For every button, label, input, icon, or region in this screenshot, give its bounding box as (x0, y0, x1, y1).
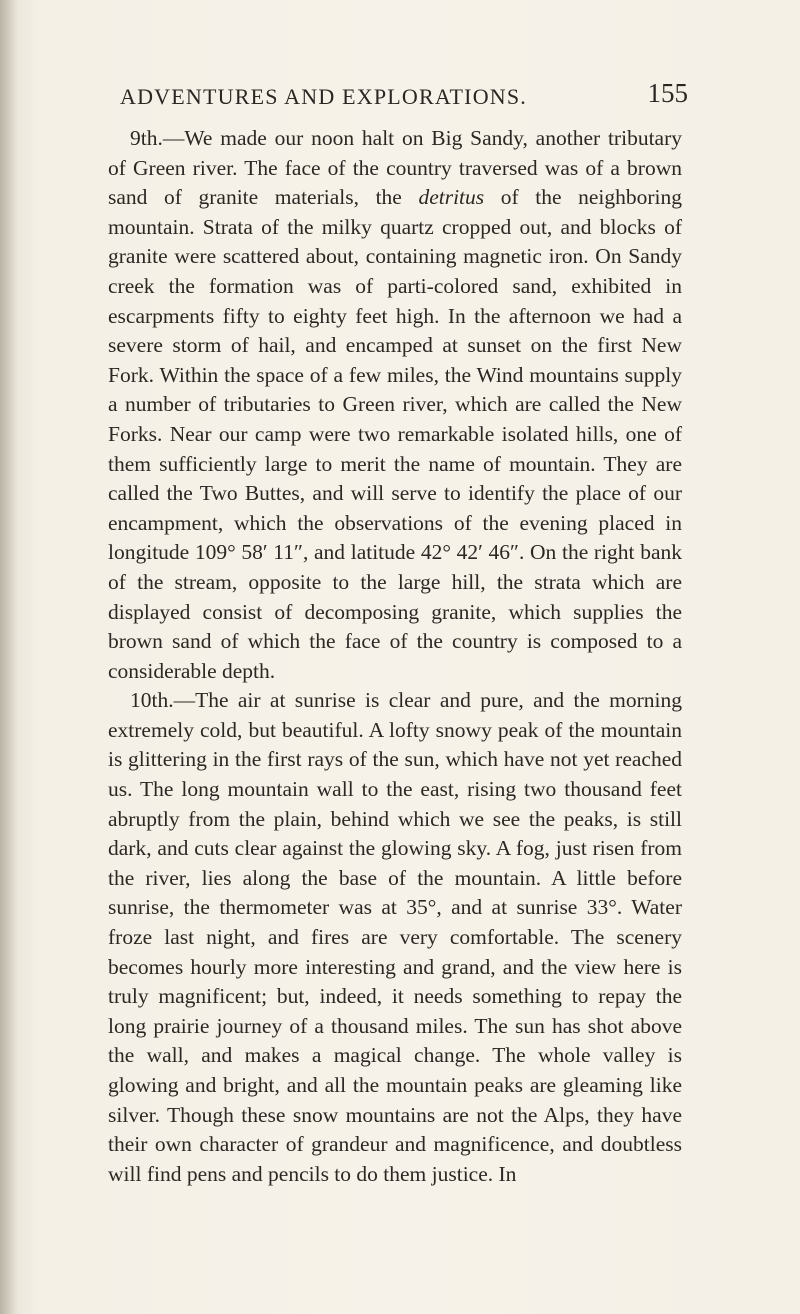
body-text (108, 124, 682, 1189)
page-number: 155 (647, 78, 688, 108)
paragraph-10th (108, 686, 682, 1189)
running-head: ADVENTURES AND EXPLORATIONS. (120, 84, 527, 109)
paragraph-text: 9th.—We made our noon halt on Big Sandy, another tributary of Green river. The face of the country traversed was of a brown sand of granite materials, the (108, 126, 682, 210)
paragraph-9th (108, 124, 682, 686)
page-header (120, 78, 688, 114)
italic-term: detritus (418, 185, 485, 210)
paragraph-text: 10th.—The air at sunrise is clear and pure, and the morning extremely cold, but beautiful. A lofty snowy peak of the mountain is glittering in the first rays of the sun, which have not yet reached us. The long mountain wall to the east, rising two thousand feet abruptly from the plain, behind which we see the peaks, is still dark, and cuts clear against the glowing sky. A fog, just risen from the river, lies along the base of the mountain. A little before sunrise, the thermometer was at 35°, and at sunrise 33°. Water froze last night, and fires are very comfortable. The scenery becomes hourly more interesting and grand, and the view here is truly magnificent; but, indeed, it needs something to repay the long prairie journey of a thousand miles. The sun has shot above the wall, and makes a magical change. The whole valley is glowing and bright, and all the mountain peaks are gleaming like silver. Though these snow mountains are not the Alps, they have their own character of grandeur and magnificence, and doubtless will find pens and pencils to do them justice. In (108, 688, 682, 1186)
gutter-shadow (0, 0, 18, 1314)
paragraph-text: of the neighboring mountain. Strata of the milky quartz cropped out, and blocks of granite were scattered about, containing magnetic iron. On Sandy creek the formation was of parti-colored sand, exhibited in escarpments fifty to eighty feet high. In the afternoon we had a severe storm of hail, and encamped at sunset on the first New Fork. Within the space of a few miles, the Wind mountains supply a number of tributaries to Green river, which are called the New Forks. Near our camp were two remarkable isolated hills, one of them sufficiently large to merit the name of mountain. They are called the Two Buttes, and will serve to identify the place of our encampment, which the observations of the evening placed in longitude 109° 58′ 11″, and latitude 42° 42′ 46″. On the right bank of the stream, opposite to the large hill, the strata which are displayed consist of decomposing granite, which supplies the brown sand of which the face of the country is composed to a considerable depth. (108, 185, 683, 683)
